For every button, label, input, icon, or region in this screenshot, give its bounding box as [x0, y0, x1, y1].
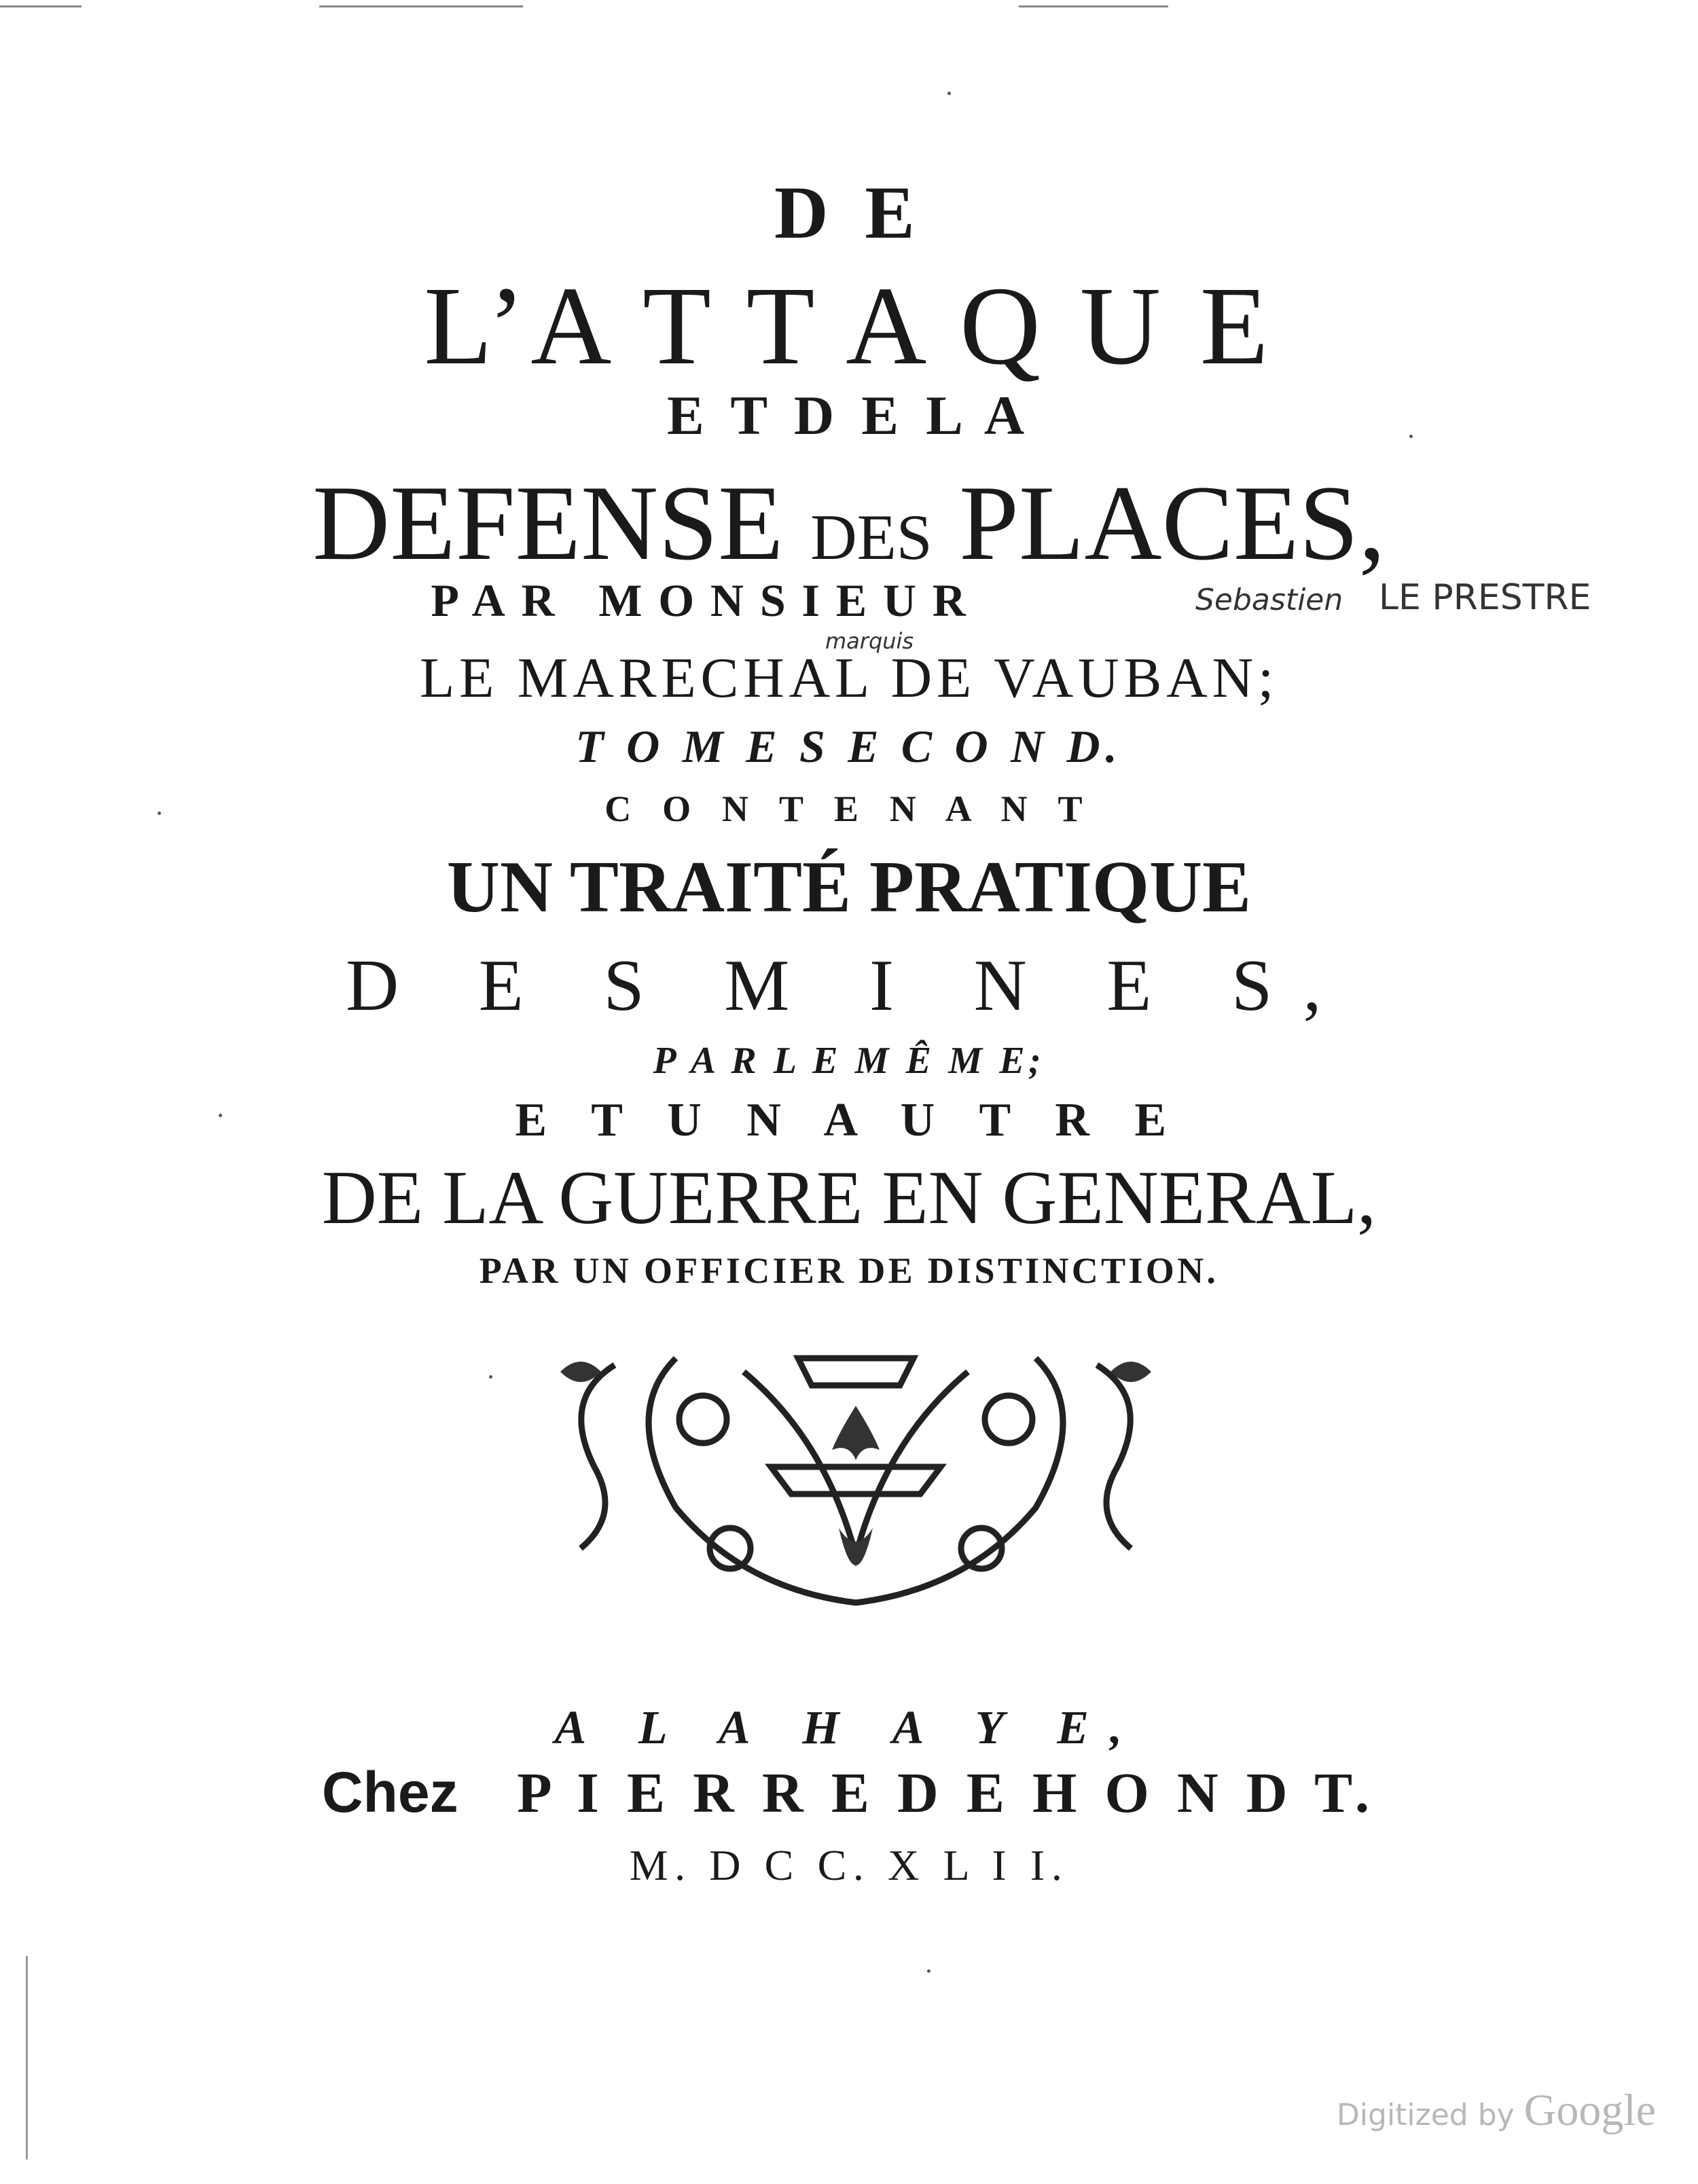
title-places: PLACES, — [959, 464, 1386, 583]
scan-edge-mark — [1019, 5, 1168, 7]
google-logo-text: Google — [1523, 2086, 1656, 2135]
title-de: D E — [774, 171, 924, 254]
title-des: DES — [810, 501, 933, 573]
title-traite-pratique: UN TRAITÉ PRATIQUE — [446, 847, 1252, 928]
title-et-de-la: E T D E L A — [667, 384, 1031, 446]
handwritten-marquis: marquis — [825, 628, 914, 654]
speck — [947, 92, 951, 95]
handwritten-le-prestre: LE PRESTRE — [1379, 577, 1591, 618]
title-guerre-en-general: DE LA GUERRE EN GENERAL, — [321, 1156, 1377, 1240]
handwritten-sebastien: Sebastien — [1195, 583, 1343, 617]
title-tome-second: T O M E S E C O N D. — [575, 721, 1123, 772]
title-par-le-meme: P A R L E M Ê M E; — [653, 1040, 1045, 1082]
title-marechal: LE MARECHAL DE VAUBAN; — [420, 647, 1278, 710]
speck — [489, 1375, 492, 1379]
title-des-mines: D E S M I N E S, — [346, 945, 1352, 1026]
digitized-watermark — [1337, 2085, 1656, 2136]
speck — [927, 1969, 931, 1973]
title-officier: PAR UN OFFICIER DE DISTINCTION. — [479, 1250, 1219, 1291]
title-attaque: L’A T T A Q U E — [424, 263, 1274, 388]
title-defense: DEFENSE — [312, 464, 784, 583]
scan-edge-mark — [26, 1956, 28, 2160]
watermark-prefix: Digitized by — [1336, 2098, 1515, 2132]
scan-edge-mark — [319, 5, 523, 7]
imprint-a-la-haye: A L A H A Y E, — [554, 1702, 1144, 1754]
baroque-cartouche-ornament-icon — [540, 1331, 1172, 1616]
imprint-publisher: P I E R R E D E H O N D T. — [517, 1762, 1377, 1825]
title-et-un-autre: E T U N A U T R E — [515, 1094, 1183, 1146]
title-par-monsieur: PAR MONSIEUR — [431, 575, 982, 626]
title-defense-line — [0, 462, 1698, 585]
title-contenant: C O N T E N A N T — [604, 788, 1094, 829]
imprint-chez: Chez — [321, 1760, 458, 1824]
scan-edge-mark — [0, 5, 82, 7]
imprint-year: M. D C C. X L I I. — [629, 1841, 1069, 1889]
imprint-publisher-line — [0, 1759, 1698, 1826]
